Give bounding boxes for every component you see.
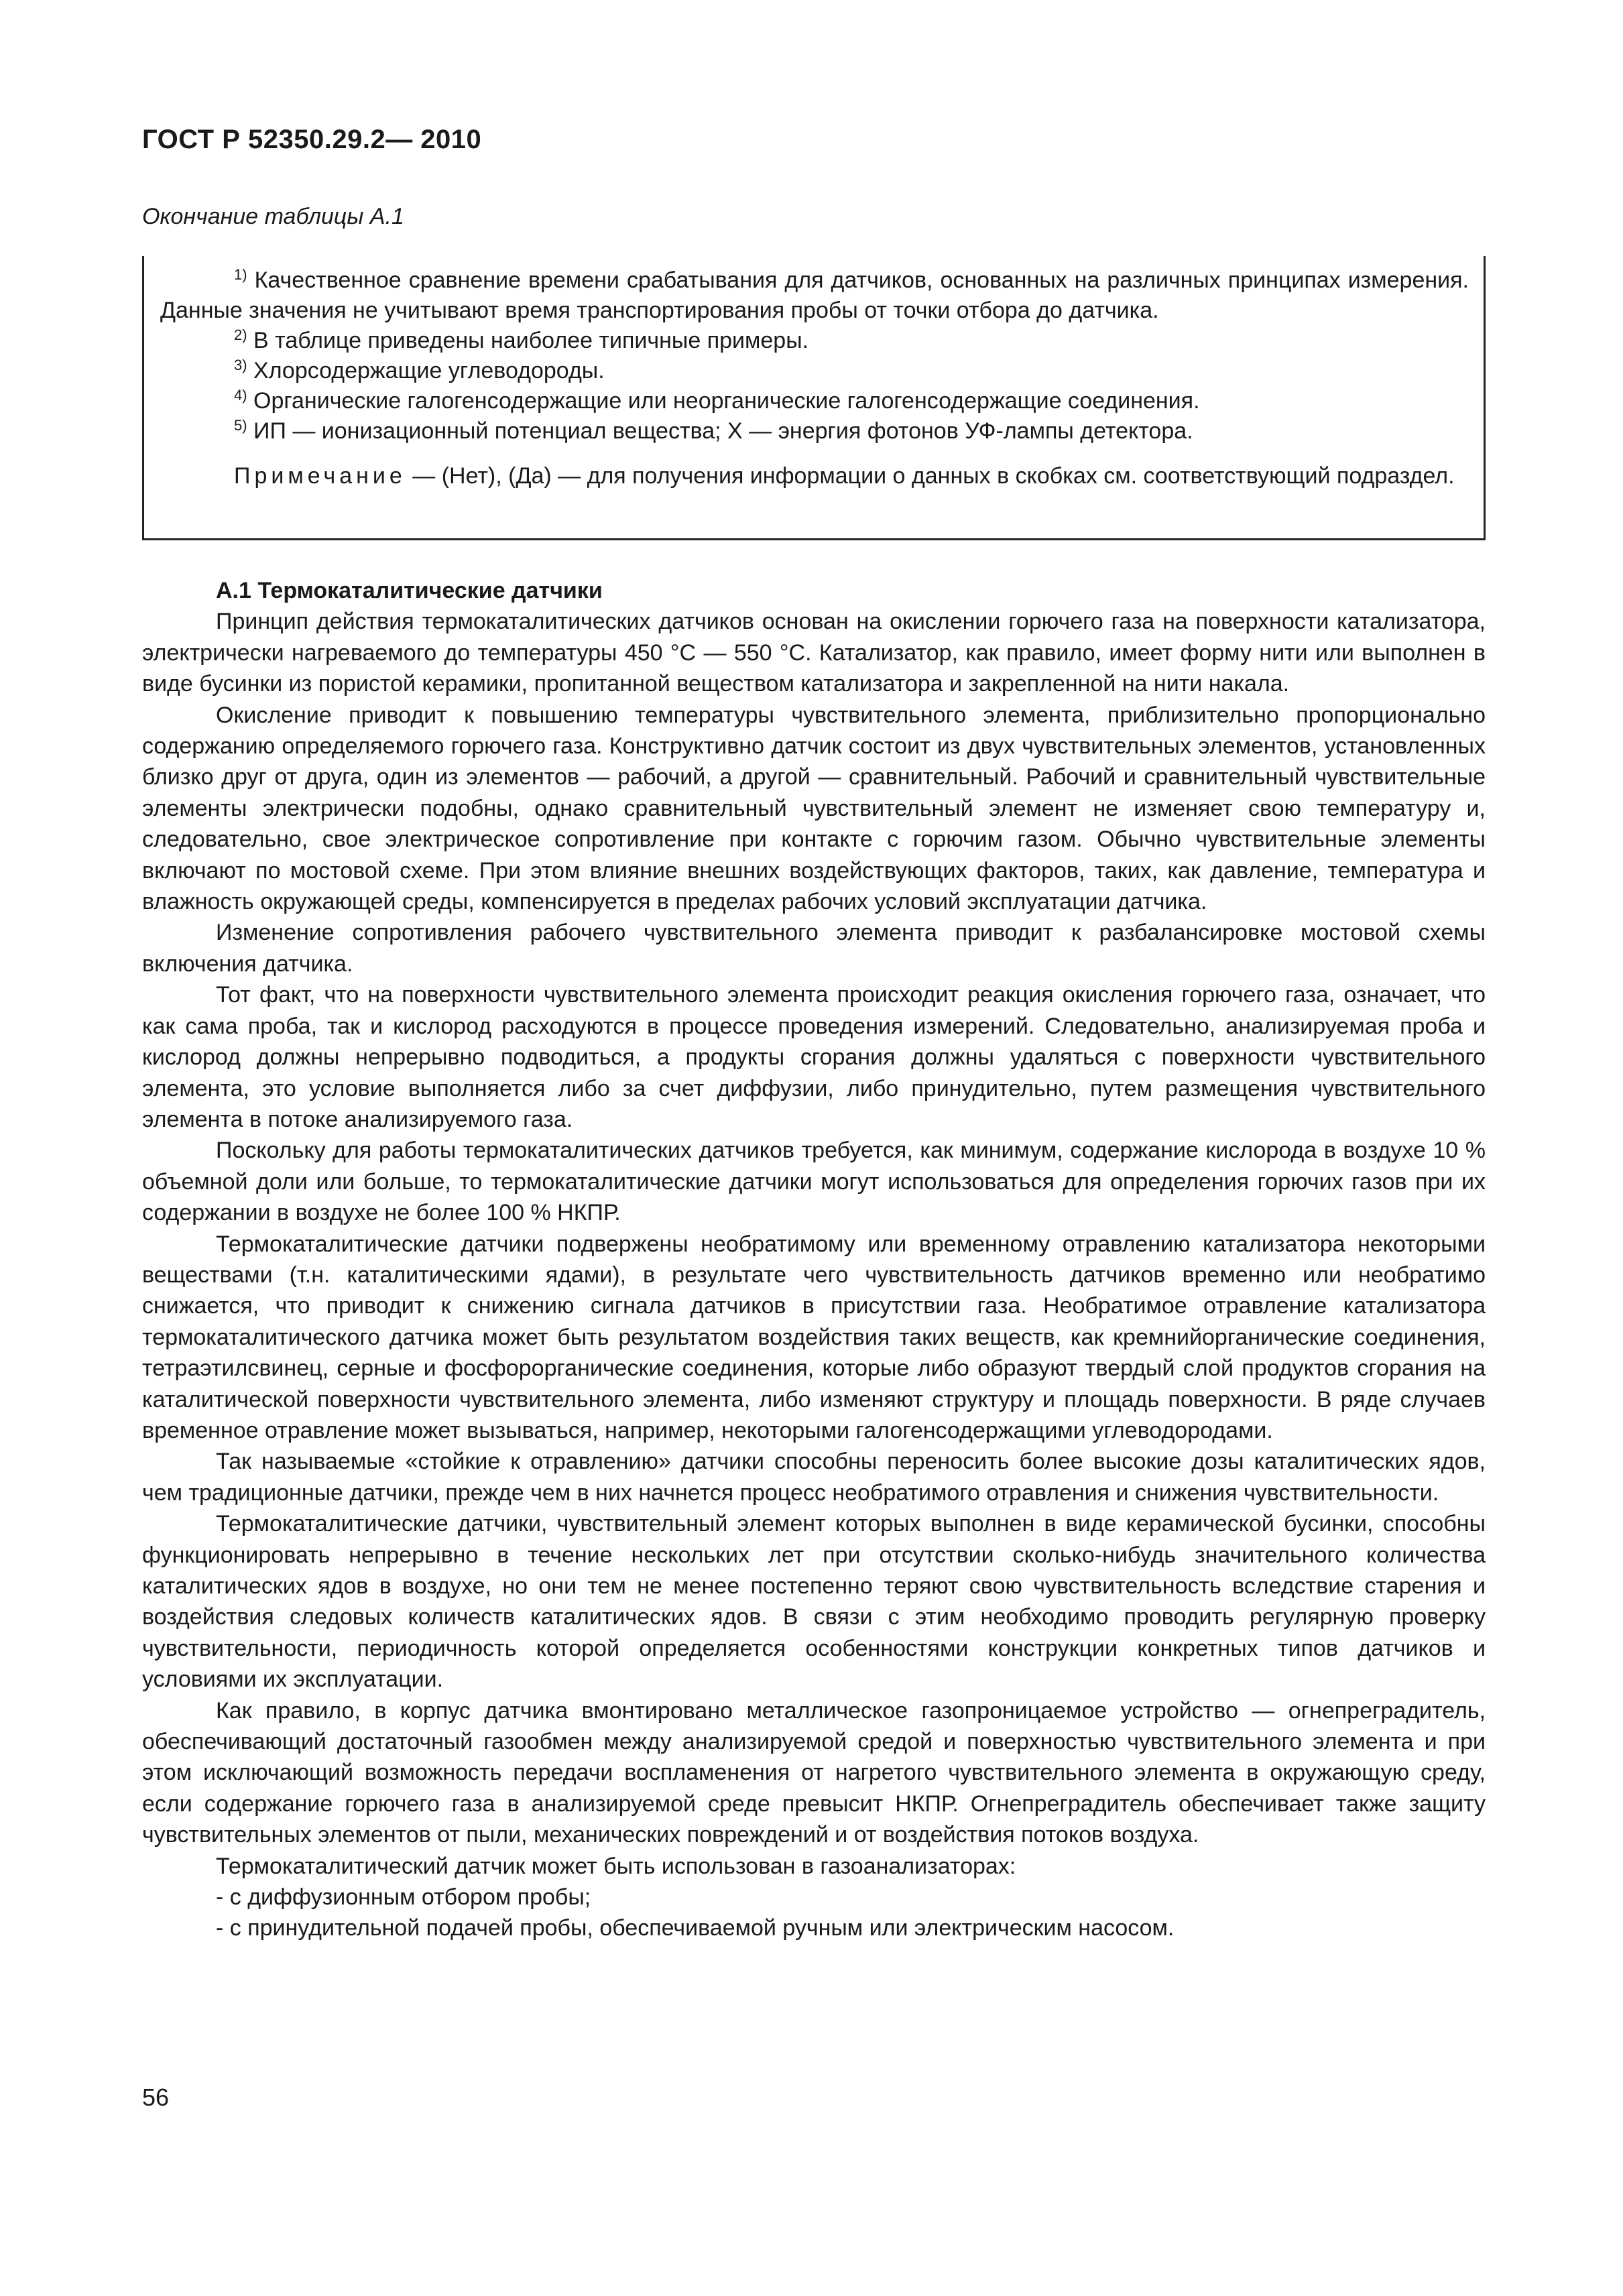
paragraph: Как правило, в корпус датчика вмонтировано металлическое газопроницаемое устройство — огнепреградитель, обеспечивающий достаточный газообмен между анализируемой средой и поверхностью чувствительного элемента и при этом исключающий возможность передачи воспламенения от нагретого чувствительного элемента в окружающую среду, если содержание горючего газа в анализируемой среде превысит НКПР. Огнепреградитель обеспечивает также защиту чувствительных элементов от пыли, механических повреждений и от воздействия потоков воздуха.: [142, 1697, 1486, 1848]
paragraph: Термокаталитические датчики подвержены необратимому или временному отравлению катализатора некоторыми веществами (т.н. каталитическими ядами), в результате чего чувствительность датчиков временно или необратимо снижается, что приводит к снижению сигнала датчиков в присутствии газа. Необратимое отравление катализатора термокаталитического датчика может быть результатом воздействия таких веществ, как кремнийорганические соединения, тетраэтилсвинец, серные и фосфорорганические соединения, которые либо образуют твердый слой продуктов сгорания на каталитической поверхности чувствительного элемента, либо изменяют структуру и площадь поверхности. В ряде случаев временное отравление может вызываться, например, некоторыми галогенсодержащими углеводородами.: [142, 1231, 1486, 1443]
footnote-marker: 1): [234, 266, 247, 283]
footnote: [160, 326, 1469, 356]
table-footnotes-box: [142, 256, 1486, 540]
footnote: [160, 416, 1469, 446]
paragraph: Поскольку для работы термокаталитических датчиков требуется, как минимум, содержание кислорода в воздухе 10 % объемной доли или больше, то термокаталитические датчики могут использоваться для определения горючих газов при их содержании в воздухе не более 100 % НКПР.: [142, 1138, 1486, 1226]
footnote-text: ИП — ионизационный потенциал вещества; X — энергия фотонов УФ-лампы детектора.: [253, 418, 1193, 444]
document-header: ГОСТ Р 52350.29.2— 2010: [142, 125, 482, 154]
paragraph: Окисление приводит к повышению температуры чувствительного элемента, приблизительно пропорционально содержанию определяемого горючего газа. Конструктивно датчик состоит из двух чувствительных элементов, установленных близко друг от друга, один из элементов — рабочий, а другой — сравнительный. Рабочий и сравнительный чувствительные элементы электрически подобны, однако сравнительный чувствительный элемент не изменяет свою температуру и, следовательно, свое электрическое сопротивление при контакте с горючим газом. Обычно чувствительные элементы включают по мостовой схеме. При этом влияние внешних воздействующих факторов, таких, как давление, температура и влажность окружающей среды, компенсируется в пределах рабочих условий эксплуатации датчика.: [142, 702, 1486, 915]
footnote-text: Качественное сравнение времени срабатывания для датчиков, основанных на различных принципах измерения. Данные значения не учитывают время транспортирования пробы от точки отбора до датчика.: [160, 267, 1469, 323]
footnote: [160, 265, 1469, 326]
section-title: А.1 Термокаталитические датчики: [216, 578, 603, 603]
footnote: [160, 386, 1469, 416]
note-text: — (Нет), (Да) — для получения информации о данных в скобках см. соответствующий подраздел.: [412, 463, 1455, 489]
list-item: - с диффузионным отбором пробы;: [216, 1884, 591, 1911]
section-body: [142, 575, 1486, 1944]
paragraph: Термокаталитический датчик может быть использован в газоанализаторах:: [216, 1853, 1016, 1879]
footnote-text: Хлорсодержащие углеводороды.: [253, 358, 605, 383]
footnote: [160, 356, 1469, 386]
note-label: Примечание: [234, 463, 406, 489]
table-note: [160, 461, 1469, 491]
footnote-text: В таблице приведены наиболее типичные примеры.: [253, 328, 809, 353]
paragraph: Так называемые «стойкие к отравлению» датчики способны переносить более высокие дозы каталитических ядов, чем традиционные датчики, прежде чем в них начнется процесс необратимого отравления и снижения чувствительности.: [142, 1449, 1486, 1506]
footnote-text: Органические галогенсодержащие или неорганические галогенсодержащие соединения.: [253, 388, 1200, 414]
footnote-marker: 5): [234, 417, 247, 434]
footnote-marker: 3): [234, 357, 247, 373]
table-continuation-caption: Окончание таблицы А.1: [142, 204, 404, 229]
paragraph: Изменение сопротивления рабочего чувствительного элемента приводит к разбалансировке мостовой схемы включения датчика.: [142, 920, 1486, 977]
footnote-marker: 4): [234, 387, 247, 404]
page-number: 56: [142, 2083, 170, 2111]
paragraph: Термокаталитические датчики, чувствительный элемент которых выполнен в виде керамической бусинки, способны функционировать непрерывно в течение нескольких лет при отсутствии сколько-нибудь значительного количества каталитических ядов в воздухе, но они тем не менее постепенно теряют свою чувствительность вследствие старения и воздействия следовых количеств каталитических ядов. В связи с этим необходимо проводить регулярную проверку чувствительности, периодичность которой определяется особенностями конструкции конкретных типов датчиков и условиями их эксплуатации.: [142, 1511, 1486, 1693]
paragraph: Принцип действия термокаталитических датчиков основан на окислении горючего газа на поверхности катализатора, электрически нагреваемого до температуры 450 °С — 550 °С. Катализатор, как правило, имеет форму нити или выполнен в виде бусинки из пористой керамики, пропитанной веществом катализатора и закрепленной на нити накала.: [142, 609, 1486, 697]
paragraph: Тот факт, что на поверхности чувствительного элемента происходит реакция окисления горючего газа, означает, что как сама проба, так и кислород расходуются в процессе проведения измерений. Следовательно, анализируемая проба и кислород должны непрерывно подводиться, а продукты сгорания должны удаляться с поверхности чувствительного элемента, это условие выполняется либо за счет диффузии, либо принудительно, путем размещения чувствительного элемента в потоке анализируемого газа.: [142, 982, 1486, 1132]
footnote-marker: 2): [234, 326, 247, 343]
list-item: - с принудительной подачей пробы, обеспечиваемой ручным или электрическим насосом.: [216, 1915, 1175, 1941]
